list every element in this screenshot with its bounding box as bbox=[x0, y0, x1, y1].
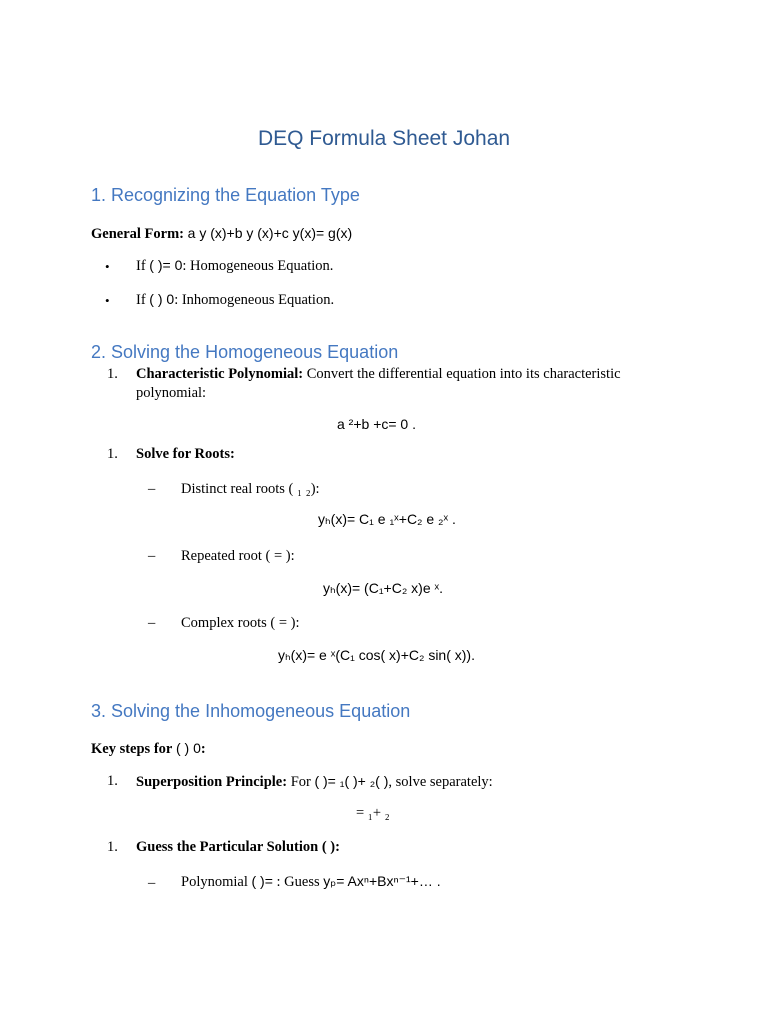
case-repeated-root: Repeated root ( = ): bbox=[181, 548, 295, 564]
bullet-inhomogeneous bbox=[136, 291, 334, 309]
step-number: 1. bbox=[107, 366, 118, 382]
step-number: 1. bbox=[107, 446, 118, 462]
step-number: 1. bbox=[107, 839, 118, 855]
case-polynomial bbox=[181, 873, 441, 891]
general-form-line bbox=[91, 225, 352, 243]
bullet-prefix: If bbox=[136, 292, 146, 308]
eq-distinct-roots: yₕ(x)= C₁ e ₁ˣ+C₂ e ₂ˣ . bbox=[318, 511, 456, 527]
superposition-line bbox=[136, 773, 493, 791]
page-title: DEQ Formula Sheet Johan bbox=[257, 127, 511, 150]
superposition-equation: = ₁+ ₂ bbox=[356, 805, 390, 821]
eq-complex-roots: yₕ(x)= e ˣ(C₁ cos( x)+C₂ sin( x)). bbox=[278, 647, 475, 663]
solve-roots-heading bbox=[136, 446, 235, 463]
section-3-heading: 3. Solving the Inhomogeneous Equation bbox=[91, 701, 411, 721]
char-poly-label: Characteristic Polynomial: bbox=[136, 366, 304, 382]
bullet-prefix: If bbox=[136, 258, 146, 274]
char-poly-line bbox=[136, 366, 621, 383]
particular-solution-heading bbox=[136, 839, 340, 856]
bullet-marker: • bbox=[105, 293, 110, 308]
bullet-condition: ( )= 0 bbox=[149, 257, 183, 273]
solve-roots-label: Solve for Roots: bbox=[136, 446, 235, 462]
case-dash: – bbox=[148, 481, 156, 497]
case-polynomial-prefix: Polynomial bbox=[181, 874, 248, 890]
case-polynomial-condition: ( )= bbox=[251, 873, 273, 889]
bullet-homogeneous bbox=[136, 257, 333, 275]
case-polynomial-guess: : Guess bbox=[276, 874, 320, 890]
case-complex-roots: Complex roots ( = ): bbox=[181, 615, 300, 631]
key-steps-condition: ( ) 0 bbox=[175, 740, 201, 756]
characteristic-equation: a ²+b +c= 0 . bbox=[337, 416, 416, 432]
bullet-text: : Inhomogeneous Equation. bbox=[174, 292, 335, 308]
case-dash: – bbox=[148, 615, 156, 631]
char-poly-text-cont: polynomial: bbox=[136, 385, 207, 401]
superposition-condition: ( )= ₁( )+ ₂( ) bbox=[314, 773, 389, 789]
section-1-heading: 1. Recognizing the Equation Type bbox=[91, 185, 360, 205]
general-form-label: General Form: bbox=[91, 226, 185, 242]
key-steps-line bbox=[91, 740, 206, 758]
section-2-heading: 2. Solving the Homogeneous Equation bbox=[91, 342, 399, 362]
case-dash: – bbox=[148, 875, 156, 891]
superposition-text: , solve separately: bbox=[388, 774, 493, 790]
bullet-marker: • bbox=[105, 259, 110, 274]
bullet-text: : Homogeneous Equation. bbox=[182, 258, 334, 274]
case-dash: – bbox=[148, 548, 156, 564]
eq-polynomial-guess: yₚ= Axⁿ+Bxⁿ⁻¹+… . bbox=[323, 873, 441, 889]
eq-repeated-root: yₕ(x)= (C₁+C₂ x)e ˣ. bbox=[323, 580, 443, 596]
step-number: 1. bbox=[107, 773, 118, 789]
key-steps-colon: : bbox=[200, 741, 206, 757]
bullet-condition: ( ) 0 bbox=[149, 291, 175, 307]
superposition-label: Superposition Principle: bbox=[136, 774, 288, 790]
char-poly-text: Convert the differential equation into its characteristic bbox=[303, 366, 621, 382]
general-form-equation: a y (x)+b y (x)+c y(x)= g(x) bbox=[187, 225, 353, 241]
key-steps-label: Key steps for bbox=[91, 741, 173, 757]
case-distinct-roots: Distinct real roots ( ₁ ₂): bbox=[181, 481, 320, 497]
particular-solution-label: Guess the Particular Solution ( ): bbox=[136, 839, 340, 855]
superposition-for: For bbox=[287, 774, 311, 790]
